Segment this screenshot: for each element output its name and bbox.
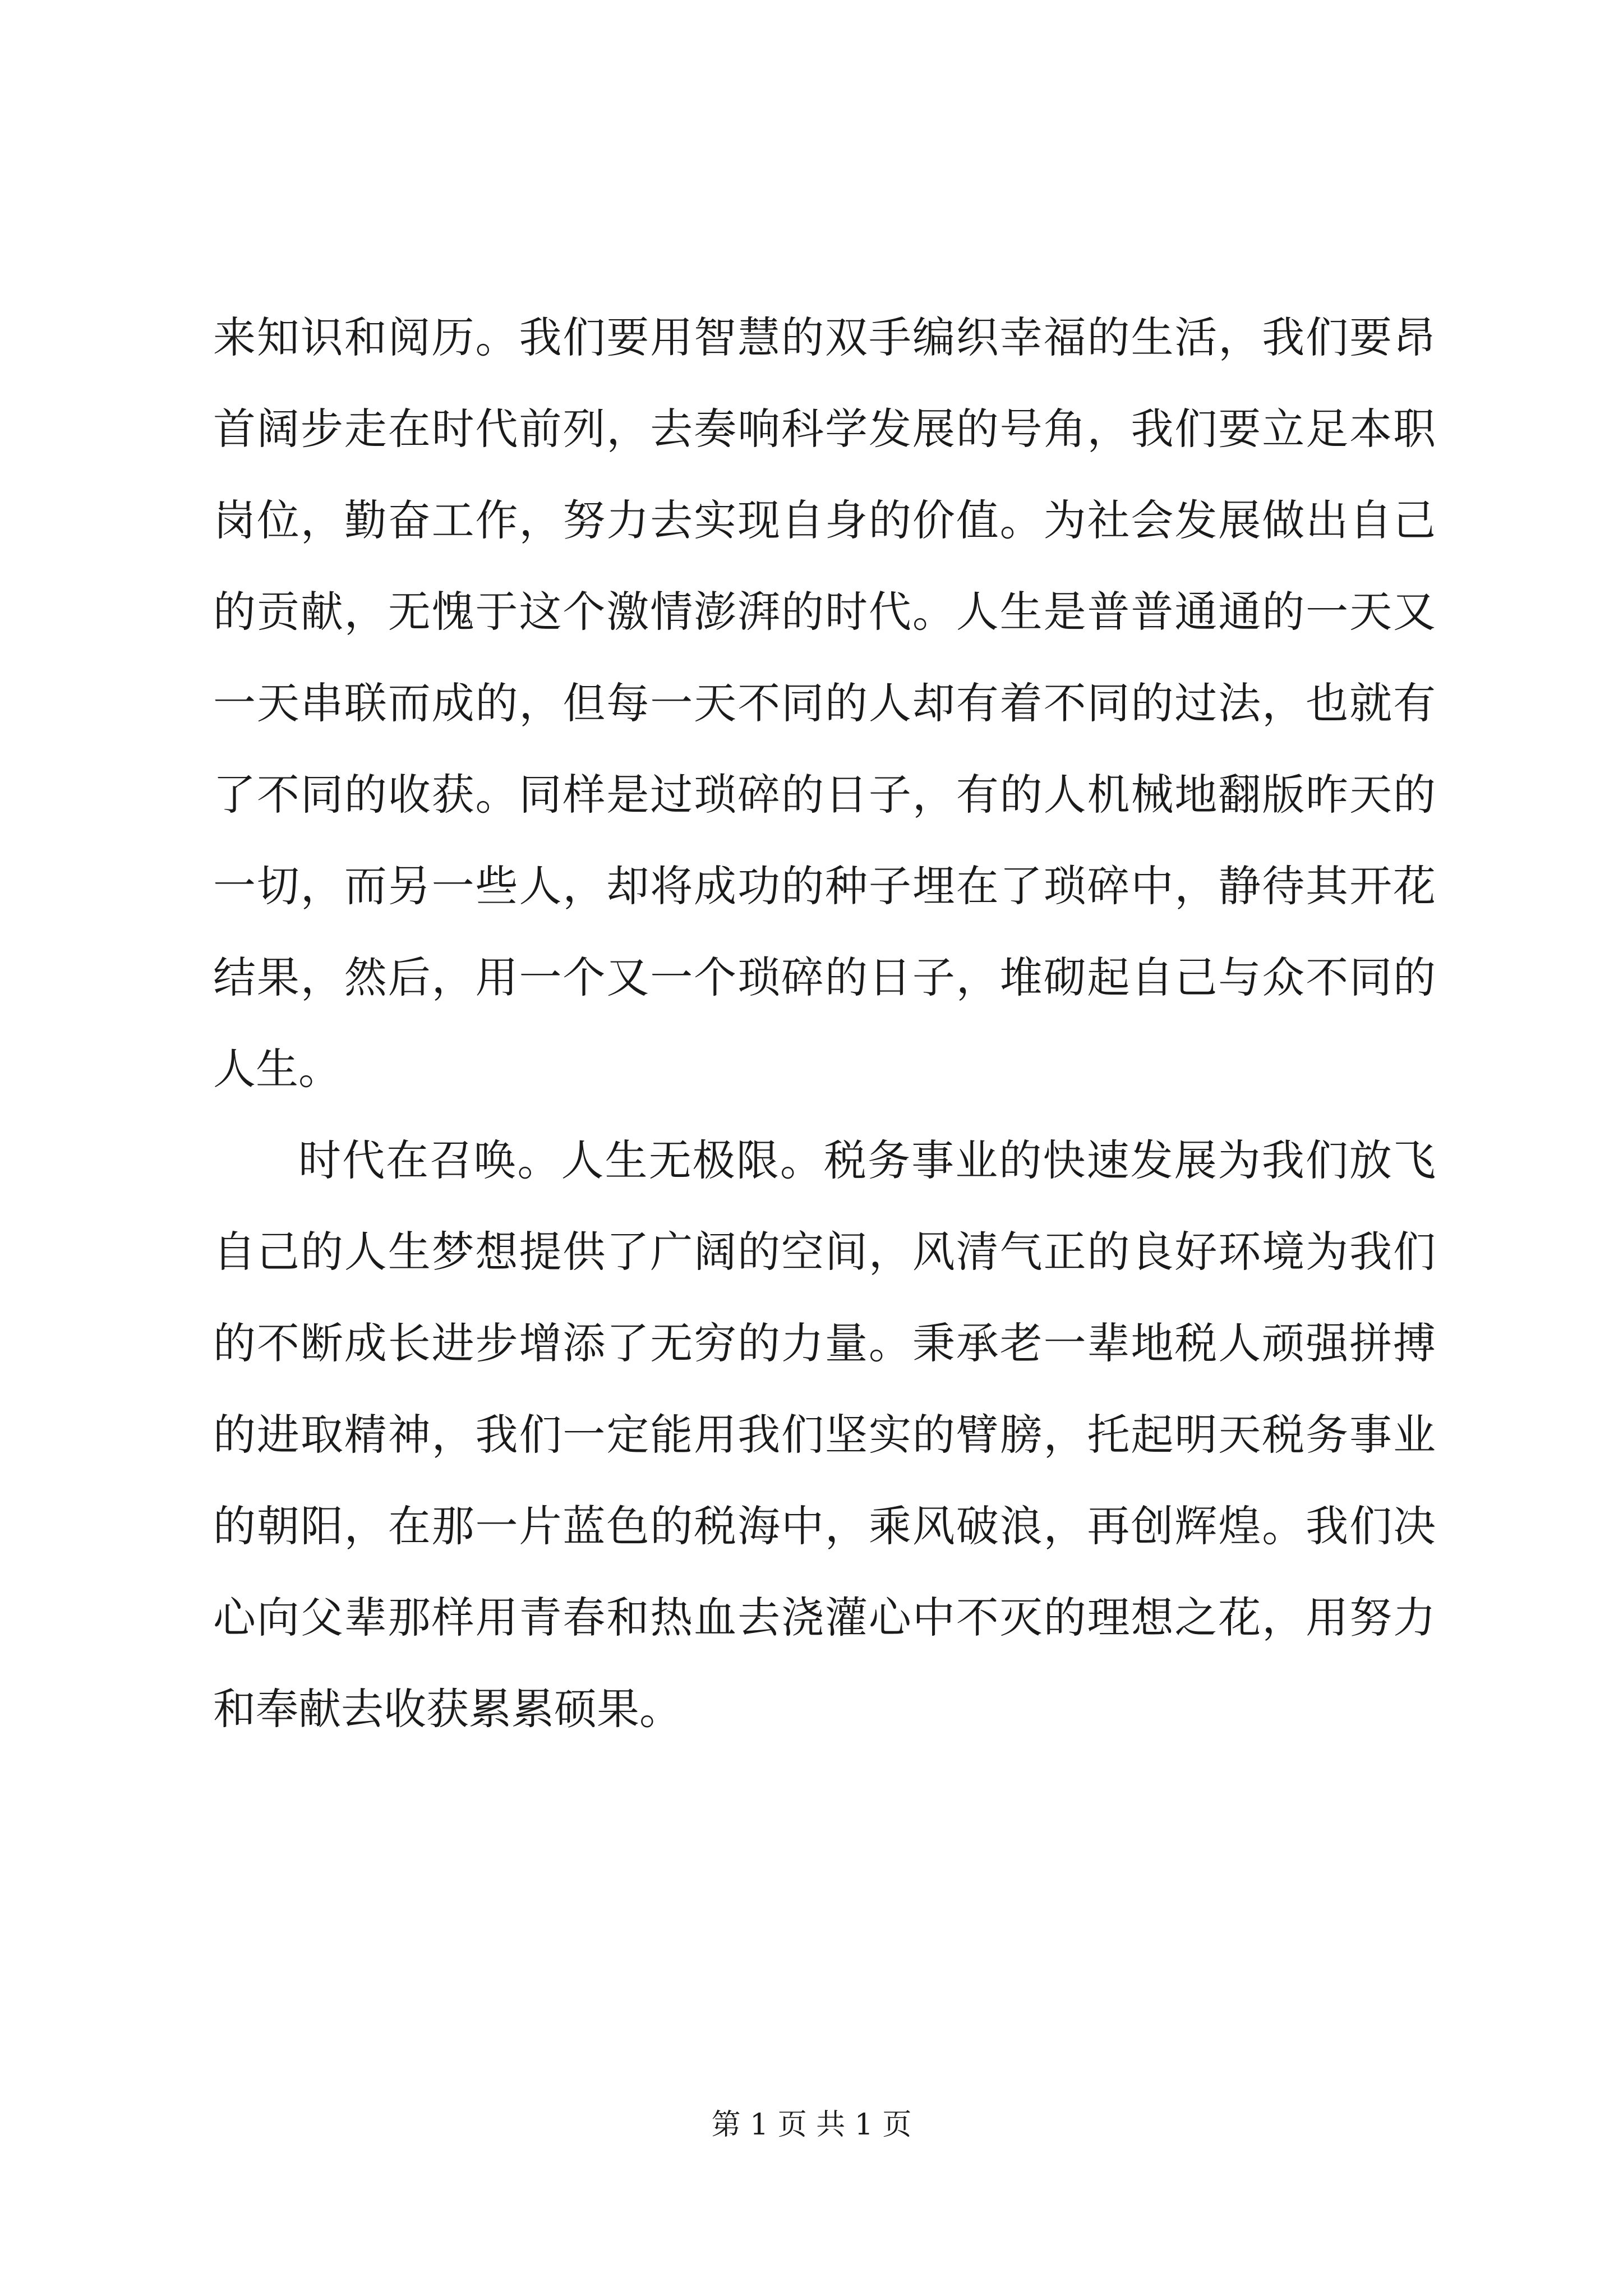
text-line: 和奉献去收获累累硕果。 <box>213 1684 682 1734</box>
paragraph-2 <box>213 1115 1436 1755</box>
page-footer <box>0 2101 1623 2143</box>
text-line: 心向父辈那样用青春和热血去浇灌心中不灭的理想之花，用努力 <box>213 1593 1436 1642</box>
text-line: 一天串联而成的，但每一天不同的人却有着不同的过法，也就有 <box>213 678 1436 728</box>
text-line: 岗位，勤奋工作，努力去实现自身的价值。为社会发展做出自己 <box>213 495 1436 545</box>
text-line: 自己的人生梦想提供了广阔的空间，风清气正的良好环境为我们 <box>213 1227 1436 1277</box>
text-line: 结果，然后，用一个又一个琐碎的日子，堆砌起自己与众不同的 <box>213 953 1436 1002</box>
text-line: 人生。 <box>213 1044 341 1094</box>
page-number-label: 第 1 页 共 1 页 <box>711 2108 912 2142</box>
text-line: 一切，而另一些人，却将成功的种子埋在了琐碎中，静待其开花 <box>213 861 1436 911</box>
text-line: 的进取精神，我们一定能用我们坚实的臂膀，托起明天税务事业 <box>213 1410 1436 1460</box>
text-line: 的朝阳，在那一片蓝色的税海中，乘风破浪，再创辉煌。我们决 <box>213 1501 1436 1551</box>
document-body <box>213 292 1436 1755</box>
paragraph-1 <box>213 292 1436 1115</box>
text-line: 的贡献，无愧于这个激情澎湃的时代。人生是普普通通的一天又 <box>213 587 1436 637</box>
text-line: 首阔步走在时代前列，去奏响科学发展的号角，我们要立足本职 <box>213 404 1436 454</box>
text-line: 了不同的收获。同样是过琐碎的日子，有的人机械地翻版昨天的 <box>213 770 1436 820</box>
text-line: 时代在召唤。人生无极限。税务事业的快速发展为我们放飞 <box>298 1135 1436 1185</box>
text-line: 来知识和阅历。我们要用智慧的双手编织幸福的生活，我们要昂 <box>213 312 1436 362</box>
text-line: 的不断成长进步增添了无穷的力量。秉承老一辈地税人顽强拼搏 <box>213 1318 1436 1368</box>
